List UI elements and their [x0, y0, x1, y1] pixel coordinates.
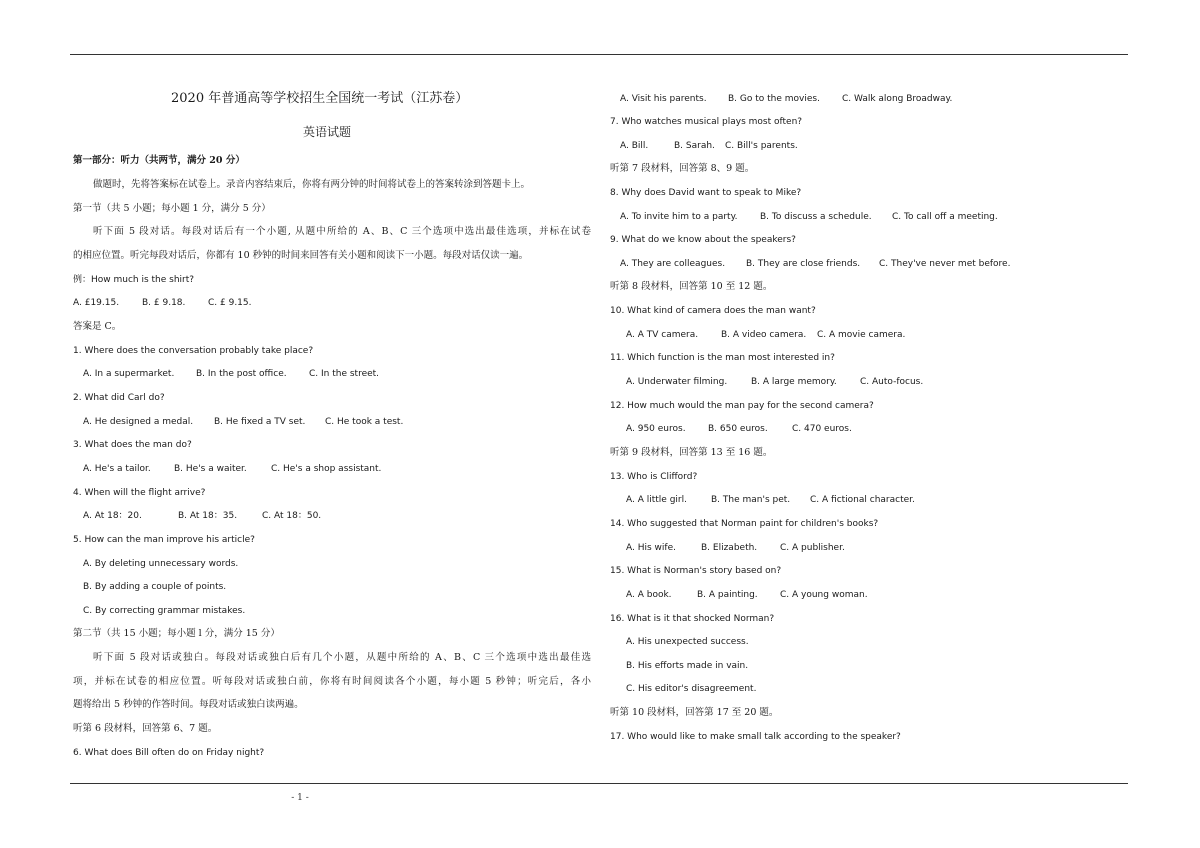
question-11: 11. Which function is the man most interested in? [610, 353, 835, 363]
question-10: 10. What kind of camera does the man want? [610, 306, 816, 316]
option-b: B. 650 euros. [708, 424, 768, 434]
option-c: C. To call off a meeting. [892, 212, 998, 222]
option-b: B. He fixed a TV set. [214, 417, 306, 427]
question-13: 13. Who is Clifford? [610, 472, 698, 482]
option-c: C. A young woman. [780, 590, 868, 600]
option-a: A. They are colleagues. [620, 259, 726, 269]
example-question: 例：How much is the shirt? [73, 275, 195, 285]
page-subtitle: 英语试题 [303, 125, 352, 139]
question-3: 3. What does the man do? [73, 440, 192, 450]
question-5-option-a: A. By deleting unnecessary words. [83, 559, 239, 569]
option-c: C. Bill's parents. [725, 141, 798, 151]
question-4: 4. When will the flight arrive? [73, 488, 206, 498]
intro-text: 做题时，先将答案标在试卷上。录音内容结束后，你将有两分钟的时间将试卷上的答案转涂到答题卡上。 [93, 179, 531, 190]
page-title: 2020 年普通高等学校招生全国统一考试（江苏卷） [171, 91, 469, 106]
section2-heading: 第二节（共 15 小题；每小题 l 分，满分 15 分） [73, 628, 280, 639]
option-b: B. £ 9.18. [142, 298, 186, 308]
option-b: B. Sarah. [674, 141, 715, 151]
question-2: 2. What did Carl do? [73, 393, 165, 403]
option-c: C. Walk along Broadway. [842, 94, 953, 104]
question-7-options [620, 140, 798, 152]
part1-heading: 第一部分：听力（共两节，满分 20 分） [73, 155, 245, 166]
question-16: 16. What is it that shocked Norman? [610, 614, 775, 624]
option-b: B. A large memory. [751, 377, 837, 387]
question-2-options [83, 416, 403, 428]
question-8: 8. Why does David want to speak to Mike? [610, 188, 802, 198]
question-13-options [626, 494, 915, 506]
option-a: A. Bill. [620, 141, 649, 151]
option-b: B. A painting. [697, 590, 758, 600]
question-3-options [83, 463, 381, 475]
question-15: 15. What is Norman's story based on? [610, 566, 782, 576]
option-c: C. Auto-focus. [860, 377, 924, 387]
section1-heading: 第一节（共 5 小题；每小题 1 分，满分 5 分） [73, 203, 271, 214]
option-b: B. They are close friends. [746, 259, 861, 269]
option-c: C. In the street. [309, 369, 380, 379]
option-a: A. A TV camera. [626, 330, 699, 340]
question-9: 9. What do we know about the speakers? [610, 235, 796, 245]
question-16-option-a: A. His unexpected success. [626, 637, 749, 647]
option-a: A. At 18：20. [83, 511, 142, 521]
option-b: B. In the post office. [196, 369, 287, 379]
question-11-options [626, 376, 923, 388]
question-6-options [620, 93, 952, 105]
option-c: C. They've never met before. [879, 259, 1011, 269]
section2-instructions-line2: 项，并标在试卷的相应位置。听每段对话或独白前，你将有时间阅读各个小题，每小题 5 秒钟；听完后，各小 [73, 676, 591, 687]
material-6-heading: 听第 6 段材料，回答第 6、7 题。 [73, 723, 218, 734]
bottom-rule [70, 783, 1128, 784]
question-14: 14. Who suggested that Norman paint for children's books? [610, 519, 879, 529]
option-b: B. A video camera. [721, 330, 807, 340]
material-7-heading: 听第 7 段材料，回答第 8、9 题。 [610, 163, 755, 174]
question-6: 6. What does Bill often do on Friday night? [73, 748, 265, 758]
option-b: B. He's a waiter. [174, 464, 247, 474]
section2-instructions-line3: 题将给出 5 秒钟的作答时间。每段对话或独白读两遍。 [73, 699, 304, 710]
option-a: A. A little girl. [626, 495, 687, 505]
material-8-heading: 听第 8 段材料，回答第 10 至 12 题。 [610, 281, 773, 292]
example-answer: 答案是 C。 [73, 321, 122, 332]
question-17: 17. Who would like to make small talk according to the speaker? [610, 732, 901, 742]
option-a: A. He designed a medal. [83, 417, 194, 427]
top-rule [70, 54, 1128, 55]
question-5-option-b: B. By adding a couple of points. [83, 582, 227, 592]
option-a: A. £19.15. [73, 298, 120, 308]
section1-instructions-line2: 的相应位置。听完每段对话后，你都有 10 秒钟的时间来回答有关小题和阅读下一小题。每段对话仅读一遍。 [73, 250, 529, 261]
option-b: B. At 18：35. [178, 511, 238, 521]
question-4-options [83, 510, 321, 522]
question-5: 5. How can the man improve his article? [73, 535, 255, 545]
question-9-options [620, 258, 1010, 270]
question-16-option-c: C. His editor's disagreement. [626, 684, 757, 694]
example-options [73, 297, 252, 309]
option-c: C. A movie camera. [817, 330, 906, 340]
question-15-options [626, 589, 868, 601]
question-16-option-b: B. His efforts made in vain. [626, 661, 749, 671]
option-b: B. Go to the movies. [728, 94, 820, 104]
question-14-options [626, 542, 845, 554]
question-7: 7. Who watches musical plays most often? [610, 117, 803, 127]
option-a: A. His wife. [626, 543, 676, 553]
option-a: A. He's a tailor. [83, 464, 151, 474]
question-12-options [626, 423, 852, 435]
question-1-options [83, 368, 379, 380]
option-c: C. He's a shop assistant. [271, 464, 382, 474]
material-10-heading: 听第 10 段材料，回答第 17 至 20 题。 [610, 707, 779, 718]
question-10-options [626, 329, 905, 341]
option-c: C. 470 euros. [792, 424, 852, 434]
section2-instructions-line1: 听下面 5 段对话或独白。每段对话或独白后有几个小题，从题中所给的 A、B、C 三个选项中选出最佳选 [93, 652, 591, 663]
option-a: A. To invite him to a party. [620, 212, 738, 222]
material-9-heading: 听第 9 段材料，回答第 13 至 16 题。 [610, 447, 773, 458]
section1-instructions-line1: 听下面 5 段对话。每段对话后有一个小题, 从题中所给的 A、B、C 三个选项中选出最佳选项，并标在试卷 [93, 226, 591, 237]
option-c: C. He took a test. [325, 417, 404, 427]
option-c: C. A publisher. [780, 543, 845, 553]
question-12: 12. How much would the man pay for the second camera? [610, 401, 874, 411]
option-b: B. Elizabeth. [701, 543, 758, 553]
option-c: C. At 18：50. [262, 511, 322, 521]
option-a: A. Underwater filming. [626, 377, 728, 387]
option-b: B. To discuss a schedule. [760, 212, 872, 222]
option-a: A. Visit his parents. [620, 94, 707, 104]
option-c: C. £ 9.15. [208, 298, 252, 308]
page-number: - 1 - [291, 793, 309, 803]
option-b: B. The man's pet. [711, 495, 791, 505]
question-1: 1. Where does the conversation probably take place? [73, 346, 314, 356]
option-a: A. 950 euros. [626, 424, 686, 434]
question-8-options [620, 211, 998, 223]
option-a: A. In a supermarket. [83, 369, 175, 379]
option-a: A. A book. [626, 590, 672, 600]
option-c: C. A fictional character. [810, 495, 915, 505]
question-5-option-c: C. By correcting grammar mistakes. [83, 606, 246, 616]
